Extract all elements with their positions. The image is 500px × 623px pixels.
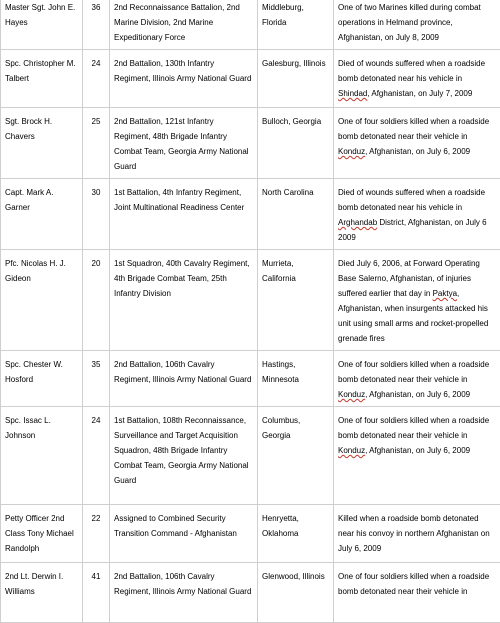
- table-row: [1, 108, 500, 179]
- table-row: [1, 179, 500, 250]
- details-place: Arghandab: [338, 218, 377, 227]
- cell-age: 24: [83, 407, 110, 505]
- cell-unit: 2nd Battalion, 130th Infantry Regiment, Illinois Army National Guard: [110, 50, 258, 108]
- cell-details: [334, 563, 500, 623]
- details-text-end: , Afghanistan, on July 7, 2009: [367, 89, 472, 98]
- cell-unit: 1st Squadron, 40th Cavalry Regiment, 4th Brigade Combat Team, 25th Infantry Division: [110, 250, 258, 351]
- details-text: Died of wounds suffered when a roadside bomb detonated near his vehicle in: [338, 59, 485, 83]
- details-text-end: , Afghanistan, on July 6, 2009: [365, 390, 470, 399]
- table-row: [1, 407, 500, 505]
- cell-hometown: Columbus, Georgia: [258, 407, 334, 505]
- details-place: Konduz: [338, 446, 365, 455]
- cell-unit: 2nd Reconnaissance Battalion, 2nd Marine Division, 2nd Marine Expeditionary Force: [110, 0, 258, 50]
- cell-age: 22: [83, 505, 110, 563]
- table-row: [1, 351, 500, 407]
- cell-details: [334, 0, 500, 50]
- details-place: Konduz: [338, 147, 365, 156]
- details-text-end: , Afghanistan, on July 6, 2009: [365, 147, 470, 156]
- cell-hometown: Hastings, Minnesota: [258, 351, 334, 407]
- cell-unit: Assigned to Combined Security Transition Command - Afghanistan: [110, 505, 258, 563]
- table-row: [1, 50, 500, 108]
- cell-name: Capt. Mark A. Garner: [1, 179, 83, 250]
- details-text-end: , Afghanistan, when insurgents attacked his unit using small arms and rocket-propelled grenade fires: [338, 289, 488, 343]
- cell-details: [334, 250, 500, 351]
- details-text: One of four soldiers killed when a roadside bomb detonated near their vehicle in: [338, 416, 489, 440]
- cell-name: Master Sgt. John E. Hayes: [1, 0, 83, 50]
- table-row: [1, 505, 500, 563]
- table-row: [1, 0, 500, 50]
- cell-age: 35: [83, 351, 110, 407]
- cell-name: Pfc. Nicolas H. J. Gideon: [1, 250, 83, 351]
- cell-hometown: Murrieta, California: [258, 250, 334, 351]
- cell-unit: 2nd Battalion, 106th Cavalry Regiment, Illinois Army National Guard: [110, 351, 258, 407]
- table-row: [1, 250, 500, 351]
- cell-name: Spc. Christopher M. Talbert: [1, 50, 83, 108]
- details-text-end: , Afghanistan, on July 6, 2009: [365, 446, 470, 455]
- cell-details: [334, 505, 500, 563]
- details-place: Paktya: [433, 289, 457, 298]
- cell-unit: 2nd Battalion, 121st Infantry Regiment, 48th Brigade Infantry Combat Team, Georgia Army National Guard: [110, 108, 258, 179]
- cell-hometown: Middleburg, Florida: [258, 0, 334, 50]
- cell-age: 25: [83, 108, 110, 179]
- cell-age: 41: [83, 563, 110, 623]
- details-text: One of four soldiers killed when a roadside bomb detonated near their vehicle in: [338, 572, 489, 596]
- cell-hometown: Bulloch, Georgia: [258, 108, 334, 179]
- details-text: Killed when a roadside bomb detonated near his convoy in northern Afghanistan on July 6, 2009: [338, 514, 490, 553]
- cell-details: [334, 50, 500, 108]
- cell-name: Sgt. Brock H. Chavers: [1, 108, 83, 179]
- cell-unit: 1st Battalion, 4th Infantry Regiment, Joint Multinational Readiness Center: [110, 179, 258, 250]
- cell-hometown: North Carolina: [258, 179, 334, 250]
- cell-unit: 1st Battalion, 108th Reconnaissance, Surveillance and Target Acquisition Squadron, 48th Brigade Infantry Combat Team, Georgia Army National Guard: [110, 407, 258, 505]
- cell-unit: 2nd Battalion, 106th Cavalry Regiment, Illinois Army National Guard: [110, 563, 258, 623]
- cell-details: [334, 108, 500, 179]
- details-place: Konduz: [338, 390, 365, 399]
- details-text: One of two Marines killed during combat operations in Helmand province, Afghanistan, on July 8, 2009: [338, 3, 481, 42]
- cell-name: Spc. Chester W. Hosford: [1, 351, 83, 407]
- cell-age: 36: [83, 0, 110, 50]
- details-text: Died of wounds suffered when a roadside bomb detonated near his vehicle in: [338, 188, 485, 212]
- details-text: One of four soldiers killed when a roadside bomb detonated near their vehicle in: [338, 360, 489, 384]
- cell-age: 20: [83, 250, 110, 351]
- details-text-end: District, Afghanistan, on July 6 2009: [338, 218, 487, 242]
- table-row: [1, 563, 500, 623]
- cell-details: [334, 351, 500, 407]
- cell-hometown: Glenwood, Illinois: [258, 563, 334, 623]
- cell-age: 24: [83, 50, 110, 108]
- cell-hometown: Galesburg, Illinois: [258, 50, 334, 108]
- cell-name: 2nd Lt. Derwin I. Williams: [1, 563, 83, 623]
- details-text: One of four soldiers killed when a roadside bomb detonated near their vehicle in: [338, 117, 489, 141]
- cell-details: [334, 179, 500, 250]
- cell-age: 30: [83, 179, 110, 250]
- details-text: Died July 6, 2006, at Forward Operating Base Salerno, Afghanistan, of injuries suffered earlier that day in: [338, 259, 480, 298]
- cell-details: [334, 407, 500, 505]
- cell-name: Petty Officer 2nd Class Tony Michael Randolph: [1, 505, 83, 563]
- cell-hometown: Henryetta, Oklahoma: [258, 505, 334, 563]
- details-place: Shindad: [338, 89, 367, 98]
- cell-name: Spc. Issac L. Johnson: [1, 407, 83, 505]
